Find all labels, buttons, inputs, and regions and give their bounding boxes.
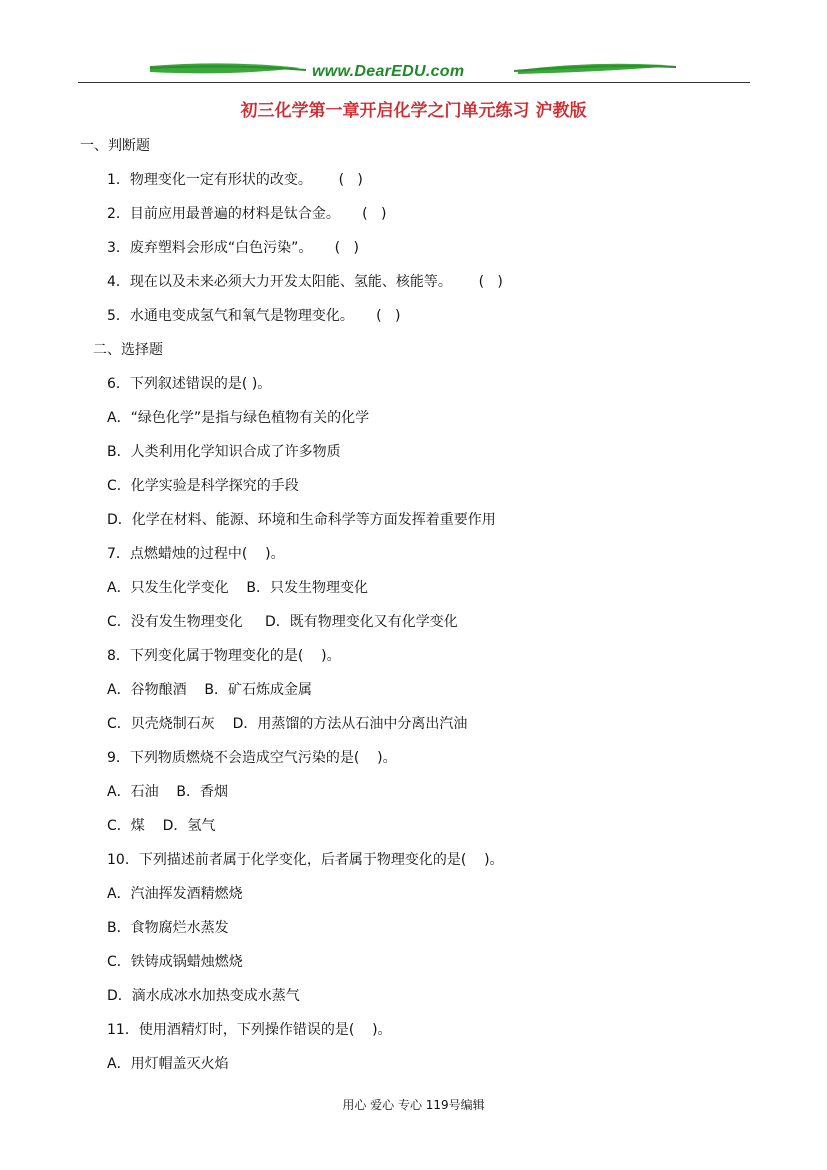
question-3: 3．废弃塑料会形成“白色污染”。 ( ) bbox=[107, 240, 359, 256]
option-6b: B．人类利用化学知识合成了许多物质 bbox=[107, 444, 341, 460]
question-4: 4．现在以及未来必须大力开发太阳能、氢能、核能等。 ( ) bbox=[107, 274, 503, 290]
option-11a: A．用灯帽盖灭火焰 bbox=[107, 1056, 229, 1072]
options-9cd: C．煤 D．氢气 bbox=[107, 818, 216, 834]
option-6a: A．“绿色化学”是指与绿色植物有关的化学 bbox=[107, 410, 370, 426]
question-2: 2．目前应用最普遍的材料是钛合金。 ( ) bbox=[107, 206, 387, 222]
option-6c: C．化学实验是科学探究的手段 bbox=[107, 478, 299, 494]
question-8: 8．下列变化属于物理变化的是( )。 bbox=[107, 648, 341, 664]
option-10a: A．汽油挥发酒精燃烧 bbox=[107, 886, 243, 902]
question-6: 6．下列叙述错误的是( )。 bbox=[107, 376, 272, 392]
question-10: 10．下列描述前者属于化学变化，后者属于物理变化的是( )。 bbox=[107, 852, 504, 868]
option-10b: B．食物腐烂水蒸发 bbox=[107, 920, 229, 936]
option-10d: D．滴水成冰水加热变成水蒸气 bbox=[107, 988, 300, 1004]
options-8cd: C．贝壳烧制石灰 D．用蒸馏的方法从石油中分离出汽油 bbox=[107, 716, 468, 732]
option-6d: D．化学在材料、能源、环境和生命科学等方面发挥着重要作用 bbox=[107, 512, 496, 528]
question-9: 9．下列物质燃烧不会造成空气污染的是( )。 bbox=[107, 750, 397, 766]
question-1: 1．物理变化一定有形状的改变。 ( ) bbox=[107, 172, 363, 188]
option-10c: C．铁铸成锅蜡烛燃烧 bbox=[107, 954, 243, 970]
site-logo: www.DearEDU.com bbox=[312, 63, 465, 80]
options-7cd: C．没有发生物理变化 D．既有物理变化又有化学变化 bbox=[107, 614, 458, 630]
options-9ab: A．石油 B．香烟 bbox=[107, 784, 228, 800]
question-11: 11．使用酒精灯时，下列操作错误的是( )。 bbox=[107, 1022, 392, 1038]
page-footer: 用心 爱心 专心 119号编辑 bbox=[342, 1098, 485, 1112]
section-heading-true-false: 一、判断题 bbox=[80, 138, 150, 154]
page-header bbox=[0, 0, 827, 90]
header-divider bbox=[78, 82, 750, 83]
section-heading-multiple-choice: 二、选择题 bbox=[93, 342, 163, 358]
options-8ab: A．谷物酿酒 B．矿石炼成金属 bbox=[107, 682, 312, 698]
question-7: 7．点燃蜡烛的过程中( )。 bbox=[107, 546, 285, 562]
options-7ab: A．只发生化学变化 B．只发生物理变化 bbox=[107, 580, 368, 596]
question-5: 5．水通电变成氢气和氧气是物理变化。 ( ) bbox=[107, 308, 401, 324]
page-title: 初三化学第一章开启化学之门单元练习 沪教版 bbox=[240, 101, 587, 121]
